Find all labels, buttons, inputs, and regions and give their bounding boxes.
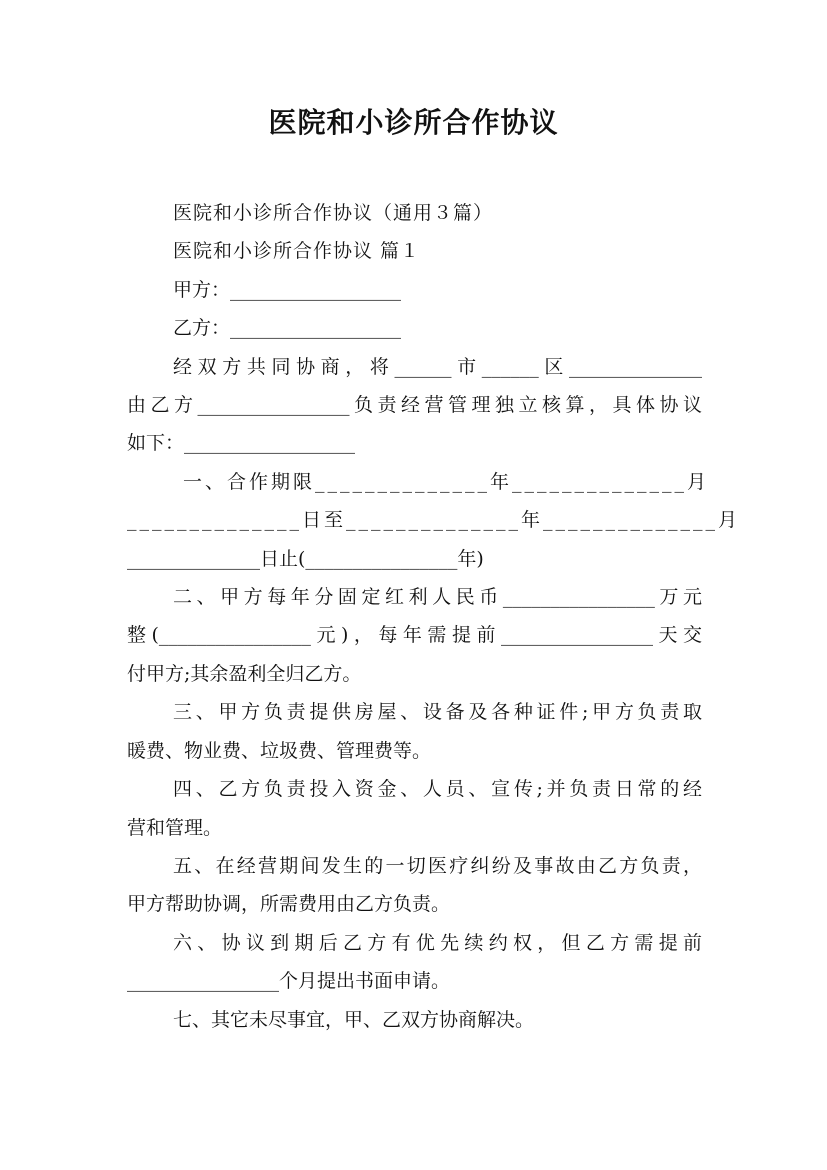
clause-1-line-2: ______________日至______________年______________月: [127, 509, 741, 532]
clause-5-line-1: 五、在经营期间发生的一切医疗纠纷及事故由乙方负责，: [173, 854, 702, 877]
clause-7-line-1: 七、其它未尽事宜，甲、乙双方协商解决。: [173, 1008, 535, 1031]
clause-5-line-2: 甲方帮助协调，所需费用由乙方负责。: [127, 893, 451, 916]
clause-4-line-1: 四、乙方负责投入资金、人员、宣传;并负责日常的经: [173, 778, 702, 801]
document-title: 医院和小诊所合作协议: [268, 106, 559, 139]
section-heading: 医院和小诊所合作协议 篇１: [173, 240, 421, 263]
clause-2-line-1: 二、甲方每年分固定红利人民币________________万元: [173, 586, 702, 609]
intro-line-3: 如下：__________________: [127, 432, 356, 455]
clause-3-line-2: 暖费、物业费、垃圾费、管理费等。: [127, 739, 432, 762]
party-b-line: 乙方：__________________: [173, 317, 402, 340]
clause-6-line-2: ________________个月提出书面申请。: [127, 970, 451, 993]
party-a-line: 甲方：__________________: [173, 278, 402, 301]
intro-line-2: 由乙方________________负责经营管理独立核算，具体协议: [127, 394, 702, 417]
document-heading: 医院和小诊所合作协议（通用３篇）: [173, 202, 494, 224]
clause-3-line-1: 三、甲方负责提供房屋、设备及各种证件;甲方负责取: [173, 701, 702, 724]
clause-1-line-3: ______________日止(________________年): [127, 547, 484, 570]
clause-2-line-3: 付甲方;其余盈利全归乙方。: [127, 662, 362, 685]
clause-4-line-2: 营和管理。: [127, 816, 223, 839]
intro-line-1: 经双方共同协商，将______市______区______________: [173, 355, 702, 378]
clause-6-line-1: 六、协议到期后乙方有优先续约权，但乙方需提前: [173, 931, 702, 954]
clause-1-line-1: 一、合作期限______________年______________月: [183, 470, 710, 493]
clause-2-line-2: 整(________________元)，每年需提前________________天交: [127, 624, 702, 647]
document-body: [127, 194, 741, 1039]
